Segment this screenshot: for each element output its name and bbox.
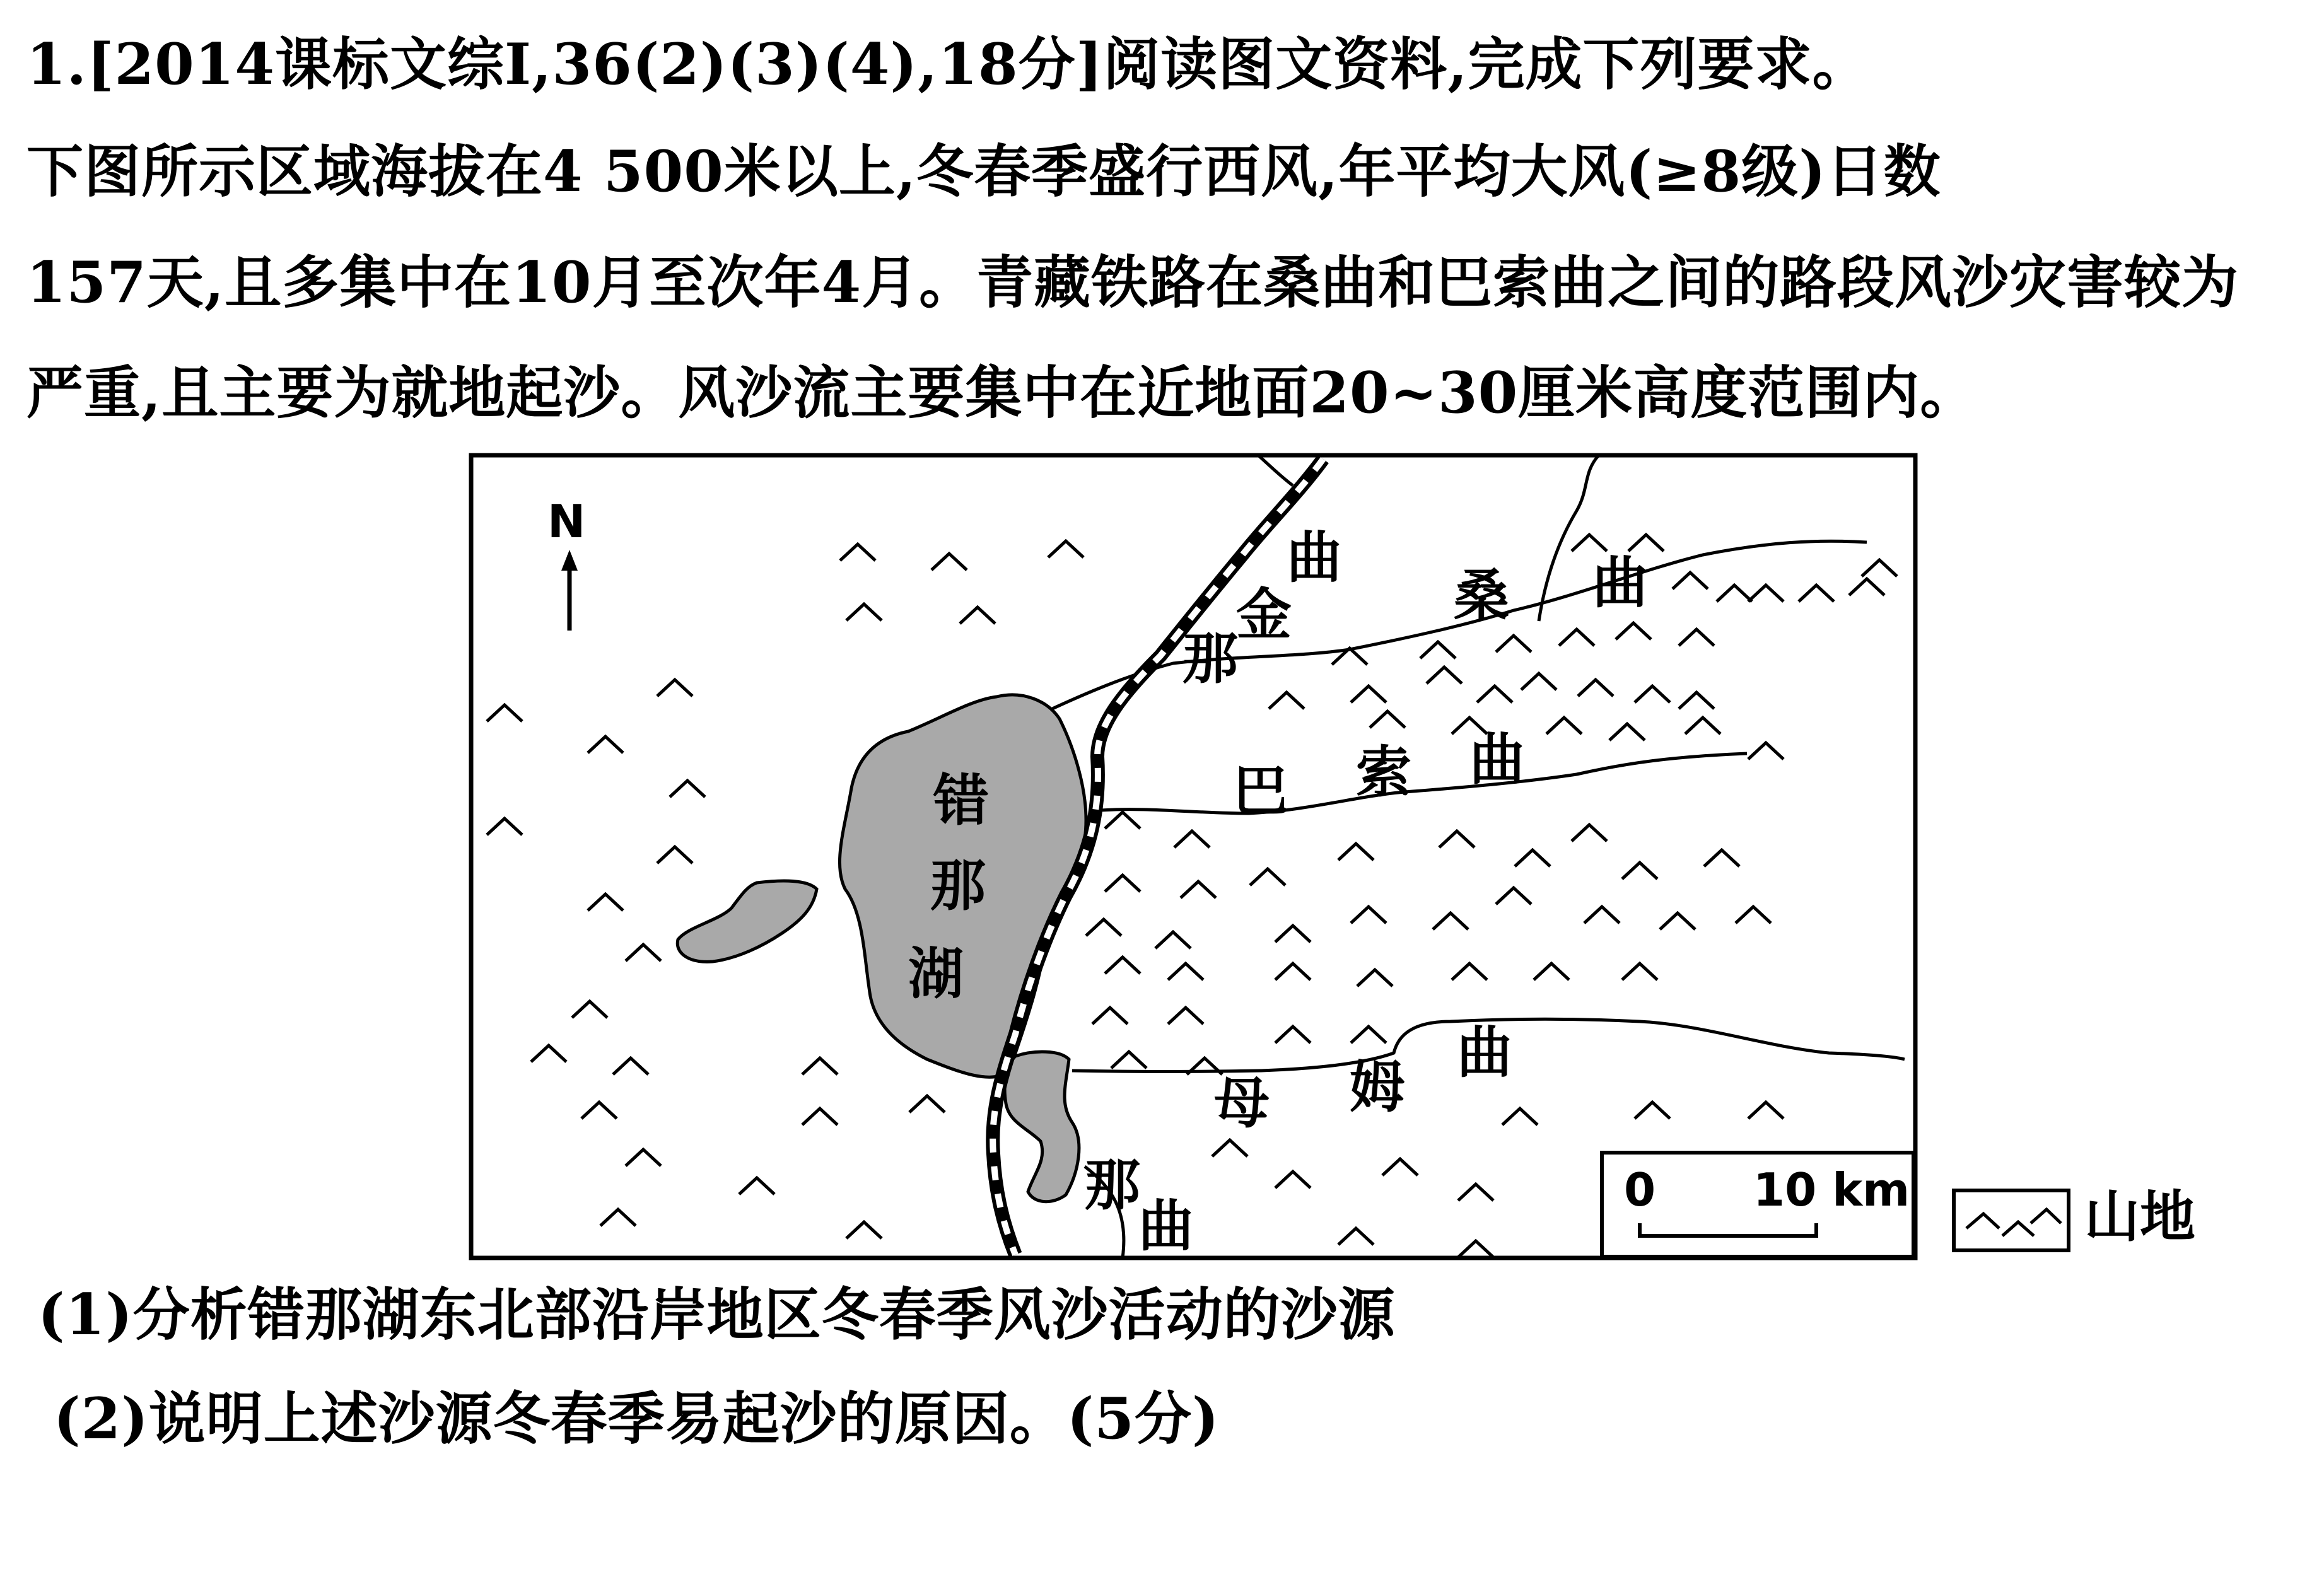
mountain-mark (1502, 1108, 1538, 1125)
mountain-mark (1168, 1008, 1203, 1024)
na-qu-char-1: 那 (1085, 1152, 1141, 1218)
mountain-mark (1572, 825, 1607, 841)
mountain-mark (1105, 957, 1140, 974)
mountain-mark (802, 1058, 838, 1074)
mountain-mark (1515, 850, 1550, 866)
mountain-mark (626, 1149, 661, 1166)
legend-label: 山地 (2084, 1184, 2196, 1249)
mountain-mark (739, 1178, 774, 1194)
mountain-mark (1622, 863, 1657, 879)
mountain-mark (1275, 926, 1311, 942)
mountain-mark (1275, 963, 1311, 980)
legend (1954, 1184, 2195, 1250)
mountain-mark (1181, 881, 1216, 898)
mountain-mark (1578, 680, 1613, 696)
mumu-qu-char-1: 母 (1214, 1070, 1270, 1136)
mountain-mark (1174, 831, 1210, 847)
mountain-mark (1458, 1184, 1493, 1201)
jinna-qu-char-1: 金 (1236, 581, 1292, 647)
scale-zero: 0 (1624, 1163, 1656, 1216)
basuo-qu-char-3: 曲 (1469, 726, 1526, 792)
north-label: N (547, 495, 586, 548)
mountain-mark (572, 1001, 607, 1018)
lake-char-3: 湖 (908, 941, 964, 1006)
mountain-mark (588, 736, 623, 753)
sang-qu-char-1: 桑 (1454, 562, 1510, 628)
scale-bar (1602, 1153, 1913, 1257)
mountain-mark (1717, 585, 1752, 602)
mountain-mark (1704, 850, 1739, 866)
river-basuo-qu (1101, 753, 1747, 813)
basuo-qu-char-1: 巴 (1233, 758, 1289, 823)
mountain-mark (1660, 913, 1695, 929)
mountain-mark (1584, 907, 1620, 923)
mountain-mark (909, 1096, 945, 1112)
basuo-qu-char-2: 索 (1356, 739, 1412, 805)
mountain-mark (1111, 1052, 1147, 1068)
mountain-mark (581, 1102, 617, 1119)
mountain-mark (960, 607, 995, 624)
mountain-mark (1420, 642, 1456, 658)
mountain-mark (1609, 724, 1645, 740)
mountain-mark (1351, 686, 1386, 702)
mumu-qu-char-3: 曲 (1457, 1020, 1513, 1085)
mountain-mark (1452, 963, 1487, 980)
sub-question-1: (1)分析错那湖东北部沿岸地区冬春季风沙活动的沙源 (38, 1281, 1396, 1348)
lakes (677, 695, 1086, 1202)
mountain-mark (1748, 1102, 1784, 1119)
scale-distance: 10 km (1753, 1163, 1910, 1216)
mountain-mark (1748, 585, 1784, 602)
map-frame (471, 455, 1915, 1258)
mountain-mark (1250, 869, 1285, 885)
mountain-mark (1269, 692, 1304, 709)
material-line-2: 157天,且多集中在10月至次年4月。青藏铁路在桑曲和巴索曲之间的路段风沙灾害较为 (26, 249, 2239, 316)
mountain-mark (1635, 686, 1670, 702)
mountain-mark (802, 1108, 838, 1125)
mountain-mark (1427, 667, 1462, 684)
sub-question-2: (2)说明上述沙源冬春季易起沙的原因。(5分) (54, 1385, 1220, 1452)
mountain-mark (1357, 970, 1393, 986)
mountain-mark (588, 894, 623, 910)
mountain-mark (1338, 1228, 1374, 1245)
mountain-mark (1105, 875, 1140, 892)
mountain-mark (1458, 1241, 1493, 1257)
lake-char-1: 错 (933, 767, 990, 833)
north-arrow (547, 495, 585, 631)
mountain-mark (657, 847, 692, 863)
mountain-mark (1799, 585, 1834, 602)
mountain-mark (1338, 844, 1374, 860)
material-line-3: 严重,且主要为就地起沙。风沙流主要集中在近地面20~30厘米高度范围内。 (26, 359, 1978, 426)
mountain-mark (487, 818, 522, 835)
river-north-branch (1258, 455, 1293, 486)
lake-char-2: 那 (930, 852, 986, 918)
mountain-mark (1622, 963, 1657, 980)
mountain-mark (531, 1045, 566, 1062)
mountain-mark (1382, 1159, 1418, 1175)
jinna-qu-char-3: 曲 (1287, 525, 1343, 590)
mountain-mark (1155, 932, 1191, 948)
mountain-mark (1616, 623, 1651, 639)
mountain-mark (1559, 629, 1594, 646)
sang-qu-char-2: 曲 (1592, 550, 1649, 615)
mountain-mark (1477, 686, 1512, 702)
lake-south-small (1005, 1052, 1079, 1202)
mountain-mark (1685, 718, 1720, 734)
mountain-mark (1534, 963, 1569, 980)
mountain-mark (1496, 888, 1531, 904)
mountain-mark (1628, 535, 1664, 551)
mountain-mark (487, 705, 522, 721)
mountain-mark (1048, 541, 1083, 557)
mountain-mark (1748, 743, 1784, 759)
mountain-mark (840, 544, 875, 561)
mountain-mark (1275, 1027, 1311, 1043)
mountain-mark (657, 680, 692, 696)
mountain-mark (1105, 812, 1140, 829)
mountain-mark (1679, 629, 1714, 646)
mountain-icon (1954, 1190, 2069, 1250)
mountain-mark (1433, 913, 1468, 929)
mountain-mark (1849, 579, 1884, 595)
mountain-mark (1370, 711, 1405, 728)
mountain-mark (1351, 1027, 1386, 1043)
mountain-mark (1086, 919, 1121, 936)
mountain-mark (931, 554, 967, 570)
mountain-mark (1736, 907, 1771, 923)
na-qu-char-2: 曲 (1138, 1193, 1194, 1259)
mountain-mark (1496, 636, 1531, 652)
mountain-mark (1572, 535, 1607, 551)
mountain-mark (600, 1209, 636, 1226)
mountain-mark (1546, 718, 1582, 734)
mountain-mark (1168, 963, 1203, 980)
material-line-1: 下图所示区域海拔在4 500米以上,冬春季盛行西风,年平均大风(≥8级)日数 (26, 138, 1941, 205)
mountain-mark (1212, 1140, 1247, 1156)
jinna-qu-char-2: 那 (1182, 625, 1239, 691)
mountain-mark (1351, 907, 1386, 923)
mountain-mark (1673, 573, 1708, 589)
question-header: 1.[2014课标文综Ⅰ,36(2)(3)(4),18分]阅读图文资料,完成下列要求。 (26, 31, 1870, 98)
mountain-mark (1635, 1102, 1670, 1119)
mountain-mark (846, 1222, 882, 1238)
mountain-mark (846, 604, 882, 620)
mountain-mark (1275, 1172, 1311, 1188)
lake-west-small (677, 881, 817, 962)
mountain-mark (613, 1058, 648, 1074)
mountain-mark (1679, 692, 1714, 709)
mountain-mark (1521, 673, 1556, 690)
mountain-mark (1439, 831, 1474, 847)
mountain-mark (626, 945, 661, 961)
mountain-mark (670, 781, 705, 797)
mountain-mark (1862, 560, 1897, 576)
mumu-qu-char-2: 姆 (1350, 1054, 1406, 1120)
mountain-mark (1092, 1008, 1128, 1024)
